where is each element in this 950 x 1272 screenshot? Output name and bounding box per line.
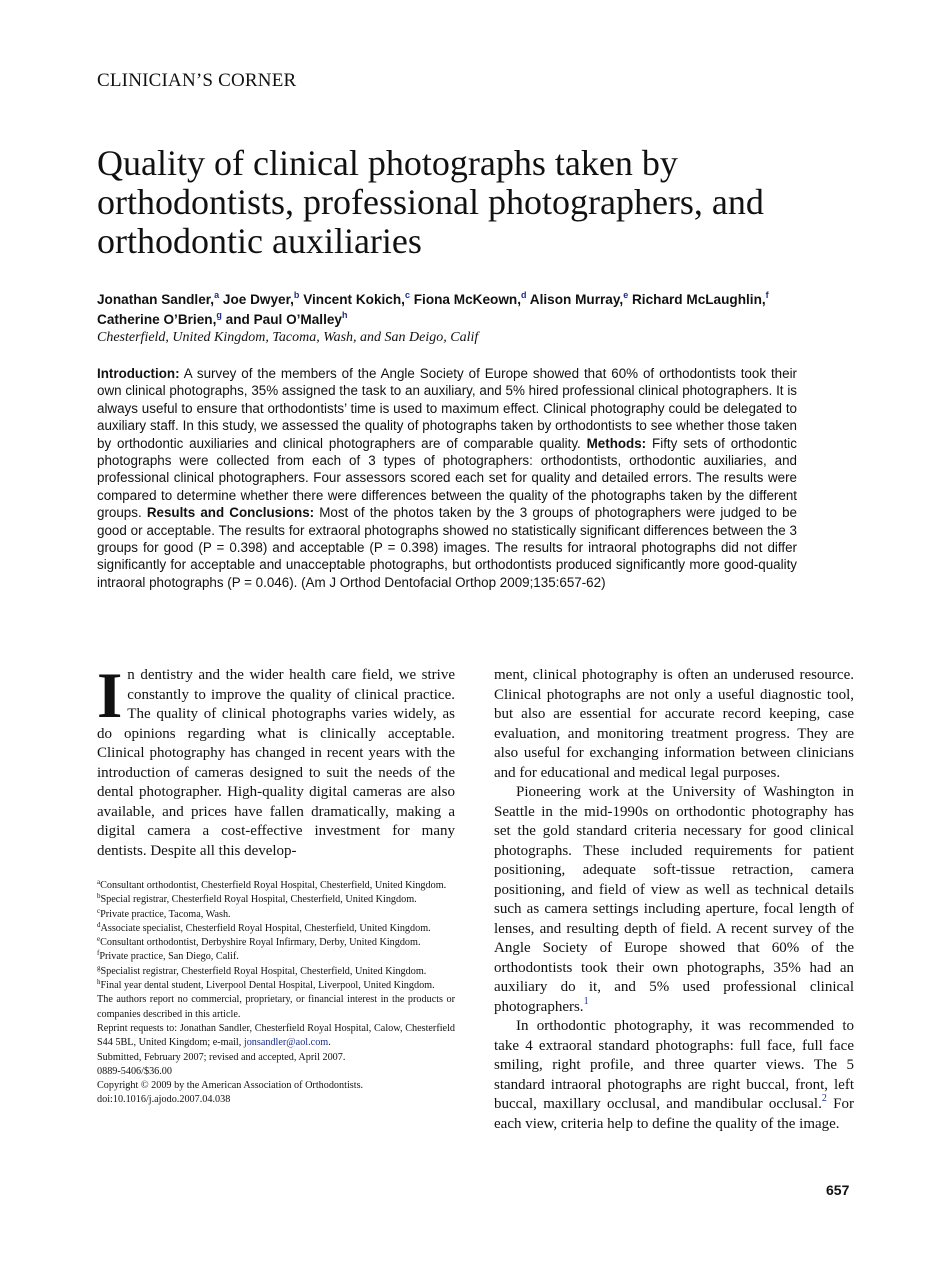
body-column-left <box>97 660 455 861</box>
affiliation-marker[interactable]: h <box>341 310 348 320</box>
body-column-right <box>494 666 854 1134</box>
author: Richard McLaughlin,$^f$ <box>631 290 769 307</box>
email-link[interactable]: jonsandler@aol.com <box>243 1037 329 1049</box>
doi: doi:10.1016/j.ajodo.2007.04.038 <box>97 1094 231 1106</box>
footnote: $^g$Specialist registrar, Chesterfield Royal Hospital, Chesterfield, United Kingdom. <box>97 963 427 977</box>
reference-link[interactable]: 1 <box>583 995 589 1007</box>
abstract-intro-label: Introduction: <box>97 366 180 381</box>
abstract-intro-text: A survey of the members of the Angle Society of Europe showed that 60% of orthodontists took their own clinical photographs, 35% assigned the task to an auxiliary, and 5% hired professional clinical photographers. It is always useful to ensure that orthodontists’ time is used to maximum effect. Clinical photography could be delegated to auxiliary staff. In this study, we assessed the quality of photographs taken by orthodontists to see whether those taken by orthodontic auxiliaries and clinical photographers are of comparable quality. <box>97 366 797 451</box>
affiliation-marker[interactable]: f <box>765 290 769 300</box>
affiliation-marker[interactable]: b <box>293 290 300 300</box>
author: Fiona McKeown,$^d$ <box>413 290 527 307</box>
affiliation-marker[interactable]: a <box>214 290 220 300</box>
author: Alison Murray,$^e$ <box>529 290 629 307</box>
abstract-results-label: Results and Conclusions: <box>146 505 315 521</box>
affiliation-marker[interactable]: g <box>216 310 222 320</box>
footnote: $^h$Final year dental student, Liverpool Dental Hospital, Liverpool, United Kingdom. <box>97 978 435 992</box>
footnote: $^e$Consultant orthodontist, Derbyshire Royal Infirmary, Derby, United Kingdom. <box>97 935 421 949</box>
affiliation-marker[interactable]: d <box>520 290 527 300</box>
footnote: $^b$Special registrar, Chesterfield Royal Hospital, Chesterfield, United Kingdom. <box>97 892 417 906</box>
drop-cap: I <box>97 660 123 732</box>
author: Catherine O’Brien,$^g$ <box>97 310 222 327</box>
author: Jonathan Sandler,$^a$ <box>97 290 220 307</box>
issn: 0889-5406/$36.00 <box>97 1065 172 1077</box>
footnotes <box>97 879 455 1108</box>
submission-dates: Submitted, February 2007; revised and accepted, April 2007. <box>97 1051 346 1063</box>
author: and Paul O’Malley$^h$ <box>225 310 348 327</box>
author: Joe Dwyer,$^b$ <box>222 290 300 307</box>
abstract-methods-text: Fifty sets of orthodontic photographs were collected from each of 3 types of photographers: orthodontists, orthodontic auxiliaries, and professional clinical photographers. Four assessors scored each set for quality and detailed errors. The results were compared to determine whether there were differences between the quality of the photographs taken by the different groups. <box>97 435 797 521</box>
footnote: $^c$Private practice, Tacoma, Wash. <box>97 906 231 920</box>
body-paragraph: ment, clinical photography is often an underused resource. Clinical photographs are not only a useful diagnostic tool, but also are essential for accurate record keeping, case evaluation, and monitoring treatment progress. They are also useful for exchanging information between clinicians and for educational and medical legal purposes. <box>494 667 854 781</box>
abstract-methods-label: Methods: <box>586 435 647 451</box>
reference-link[interactable]: 2 <box>821 1093 827 1104</box>
affiliation-marker[interactable]: e <box>623 290 629 300</box>
footnote: $^d$Associate specialist, Chesterfield Royal Hospital, Chesterfield, United Kingdom. <box>97 920 431 934</box>
article-title: Quality of clinical photographs taken by orthodontists, professional photographers, and orthodontic auxiliaries <box>97 143 764 261</box>
copyright: Copyright © 2009 by the American Association of Orthodontists. <box>97 1080 364 1092</box>
page-number: 657 <box>826 1182 850 1198</box>
affiliation-locations: Chesterfield, United Kingdom, Tacoma, Wash, and San Deigo, Calif <box>97 330 479 345</box>
body-paragraph: In orthodontic photography, it was recommended to take 4 extraoral standard photographs: full face, full face smiling, right profile, and three quarter views. The 5 standard intraoral photographs are right buccal, front, left buccal, maxillary occlusal, and mandibular occlusal.$^2$ For each view, criteria help to define the quality of the image. <box>494 1018 854 1132</box>
abstract <box>97 365 797 591</box>
author-list <box>97 290 837 330</box>
body-paragraph: In dentistry and the wider health care field, we strive constantly to improve the quality of clinical practice. The quality of clinical photographs varies widely, as do opinions regarding what is clinically acceptable. Clinical photography has changed in recent years with the introduction of cameras designed to suit the needs of the dental photographer. High-quality digital cameras are also available, and prices have fallen dramatically, making a digital camera a cost-effective investment for many dentists. Despite all this develop- <box>97 660 455 859</box>
author: Vincent Kokich,$^c$ <box>303 290 410 307</box>
footnote: $^f$Private practice, San Diego, Calif. <box>97 949 239 963</box>
affiliation-marker[interactable]: c <box>404 290 410 300</box>
abstract-results-text: Most of the photos taken by the 3 groups of photographers were judged to be good or acceptable. The results for extraoral photographs showed no statistically significant differences between the 3 groups for good (P = 0.398) and acceptable (P = 0.398) images. The results for intraoral photographs did not differ significantly for acceptable and unacceptable photographs, but orthodontists produced significantly more good-quality intraoral photographs (P = 0.046). (Am J Orthod Dentofacial Orthop 2009;135:657-62) <box>97 505 797 590</box>
footnote: $^a$Consultant orthodontist, Chesterfield Royal Hospital, Chesterfield, United Kingdom. <box>97 878 447 891</box>
body-paragraph: Pioneering work at the University of Washington in Seattle in the mid-1990s on orthodontic photography has set the gold standard criteria necessary for good clinical photographs. These included requirements for patient positioning, adequate soft-tissue retraction, camera positioning, and field of view as well as technical details such as camera settings including aperture, focal length of lenses, and resulting depth of field. A recent survey of the Angle Society of Europe showed that 60% of the orthodontists took their own photographs, 35% had an auxiliary do it, and 5% used professional clinical photographers.$^1$ <box>494 784 854 1015</box>
reprint-requests: Reprint requests to: Jonathan Sandler, Chesterfield Royal Hospital, Calow, Chesterfield S44 5BL, United Kingdom; e-mail, jonsandler@aol.com. <box>97 1022 455 1049</box>
section-label: CLINICIAN’S CORNER <box>97 70 297 91</box>
disclosure: The authors report no commercial, proprietary, or financial interest in the products or companies described in this article. <box>97 994 455 1020</box>
